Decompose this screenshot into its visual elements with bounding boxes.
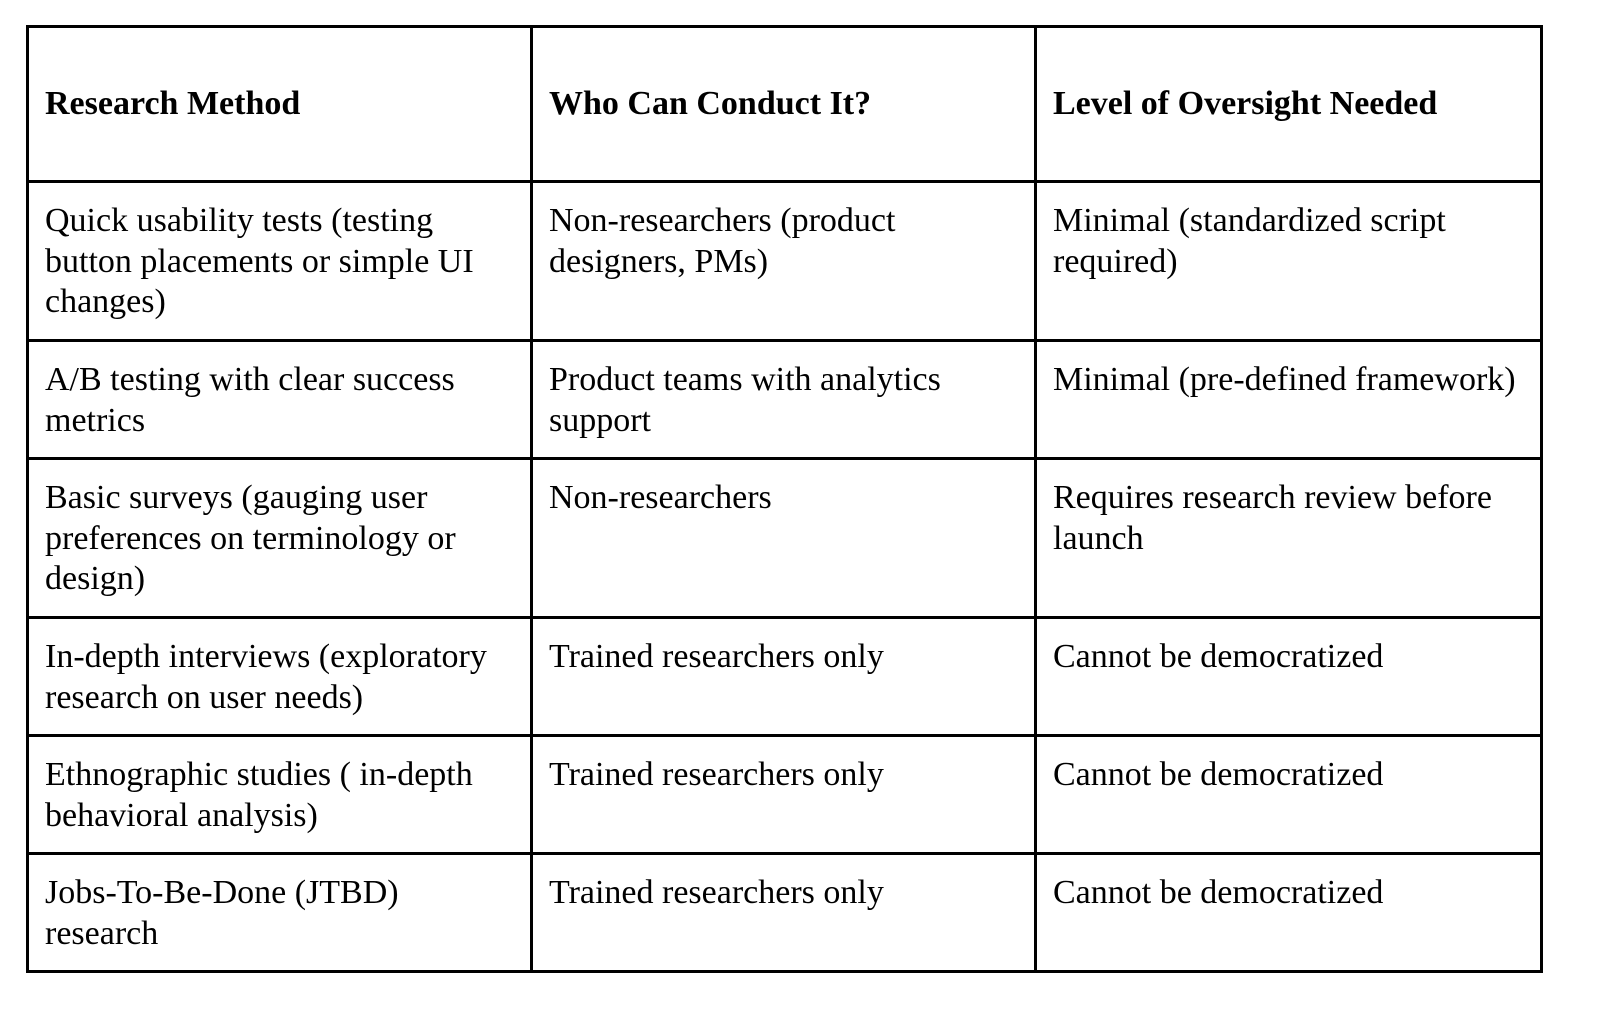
cell-oversight-level: Minimal (standardized script required) <box>1036 182 1542 341</box>
cell-oversight-level: Cannot be democratized <box>1036 854 1542 972</box>
cell-research-method: In-depth interviews (exploratory research on user needs) <box>28 618 532 736</box>
cell-oversight-level: Requires research review before launch <box>1036 459 1542 618</box>
header-who-can-conduct: Who Can Conduct It? <box>532 27 1036 182</box>
cell-oversight-level: Minimal (pre-defined framework) <box>1036 341 1542 459</box>
table-row <box>28 341 1542 459</box>
cell-who-can-conduct: Trained researchers only <box>532 854 1036 972</box>
table-row <box>28 459 1542 618</box>
research-methods-table-container <box>26 25 1540 973</box>
cell-research-method: Basic surveys (gauging user preferences on terminology or design) <box>28 459 532 618</box>
cell-research-method: Jobs-To-Be-Done (JTBD) research <box>28 854 532 972</box>
cell-who-can-conduct: Product teams with analytics support <box>532 341 1036 459</box>
cell-who-can-conduct: Non-researchers (product designers, PMs) <box>532 182 1036 341</box>
cell-who-can-conduct: Trained researchers only <box>532 736 1036 854</box>
cell-research-method: Ethnographic studies ( in-depth behavioral analysis) <box>28 736 532 854</box>
table-row <box>28 182 1542 341</box>
cell-who-can-conduct: Non-researchers <box>532 459 1036 618</box>
research-methods-table <box>26 25 1543 973</box>
table-row <box>28 736 1542 854</box>
table-row <box>28 854 1542 972</box>
cell-who-can-conduct: Trained researchers only <box>532 618 1036 736</box>
cell-research-method: A/B testing with clear success metrics <box>28 341 532 459</box>
header-research-method: Research Method <box>28 27 532 182</box>
header-oversight-level: Level of Oversight Needed <box>1036 27 1542 182</box>
cell-oversight-level: Cannot be democratized <box>1036 618 1542 736</box>
cell-oversight-level: Cannot be democratized <box>1036 736 1542 854</box>
cell-research-method: Quick usability tests (testing button placements or simple UI changes) <box>28 182 532 341</box>
table-header-row <box>28 27 1542 182</box>
table-row <box>28 618 1542 736</box>
